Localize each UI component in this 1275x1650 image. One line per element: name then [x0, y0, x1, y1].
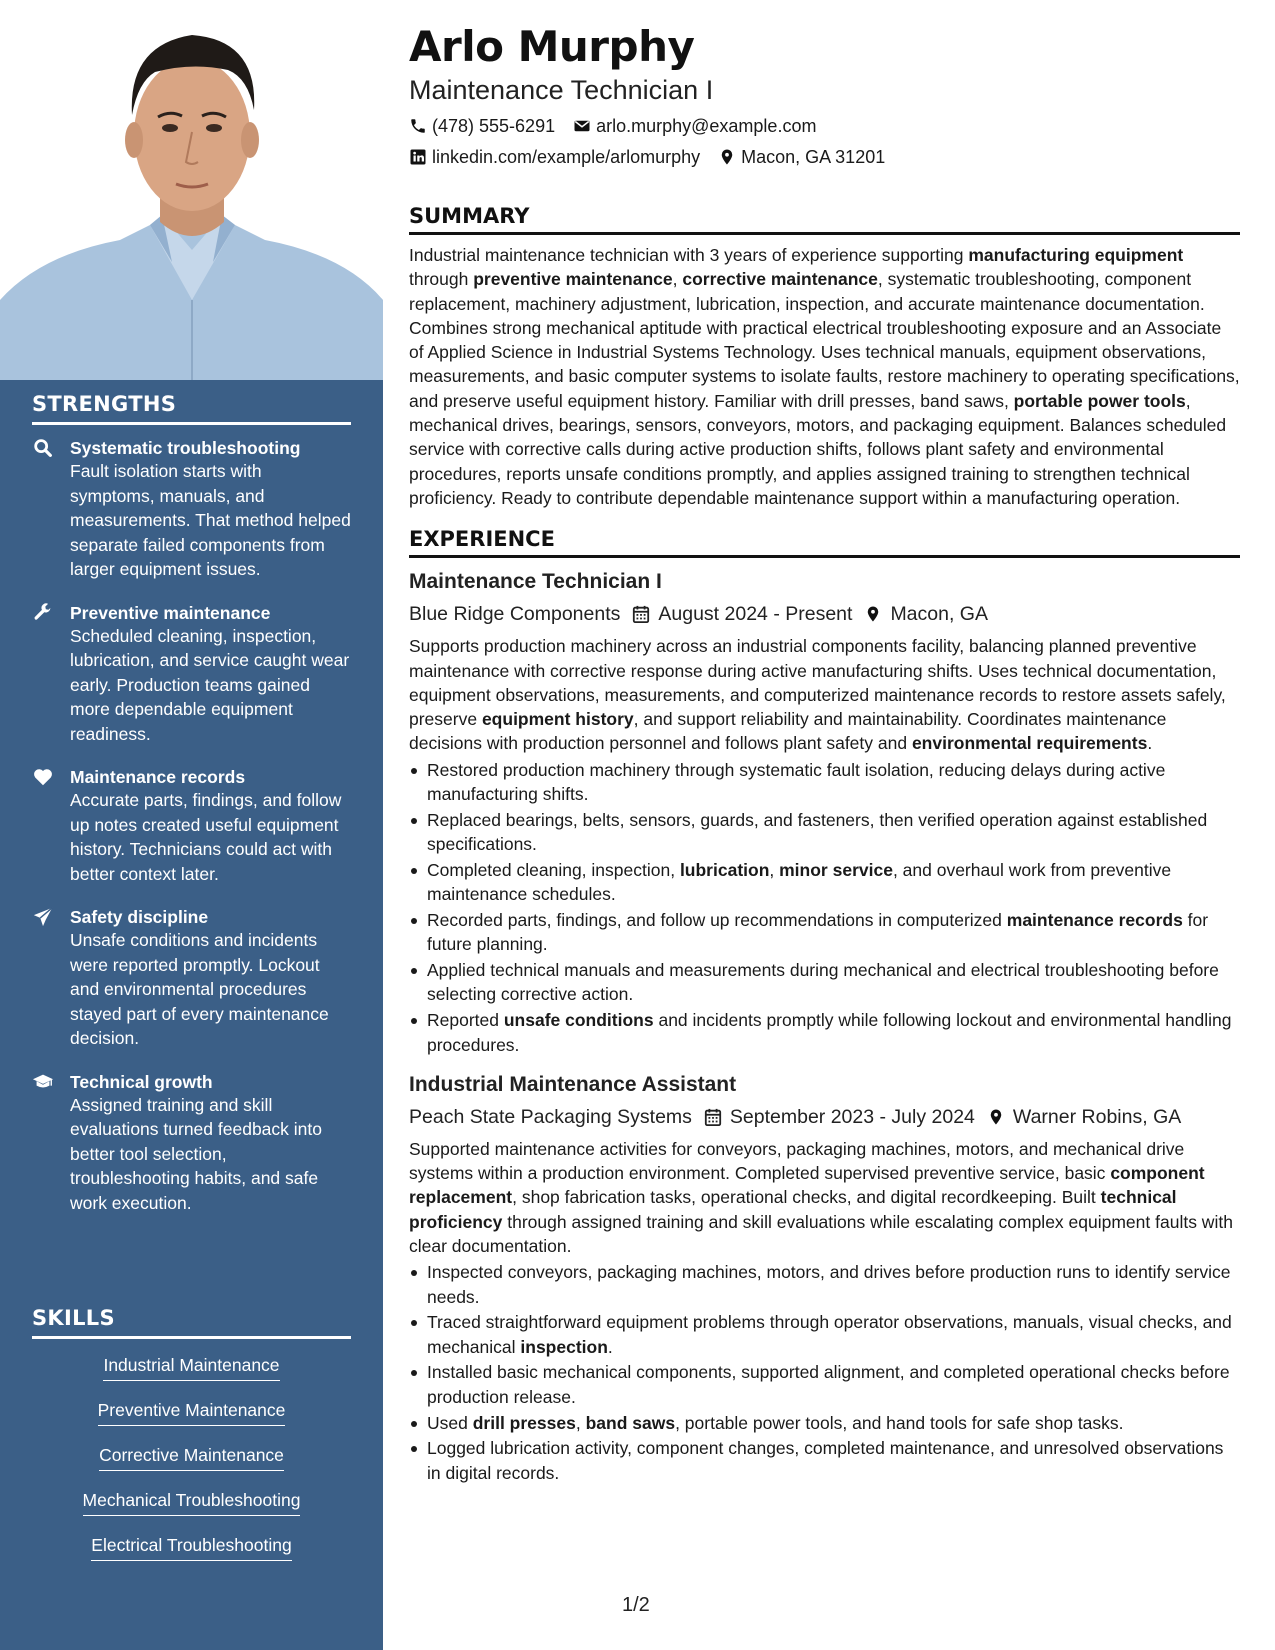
strength-item: [32, 437, 351, 582]
map-pin-icon: [987, 1107, 1005, 1127]
bold-keyword: band saws: [585, 1412, 676, 1433]
job-role: Maintenance Technician I: [409, 570, 662, 594]
strength-description: Accurate parts, findings, and follow up notes created useful equipment history. Technicians could act with better context later.: [70, 790, 342, 884]
text-segment: ,: [672, 269, 683, 290]
strength-item: [32, 1071, 351, 1216]
strengths-section: [32, 392, 351, 1215]
linkedin-icon: [409, 148, 427, 166]
text-segment: .: [607, 1336, 613, 1357]
job-dates-text: August 2024 - Present: [658, 603, 853, 626]
candidate-name: Arlo Murphy: [409, 22, 695, 71]
candidate-title: Maintenance Technician I: [409, 75, 714, 105]
job-bullets: [409, 1260, 1240, 1485]
text-segment: .: [1147, 733, 1153, 754]
job-entry: [409, 1071, 1240, 1485]
text-segment: ,: [769, 859, 780, 880]
map-pin-icon: [718, 148, 736, 166]
calendar-icon: [632, 604, 650, 624]
bullet-item: [409, 1310, 1240, 1359]
text-segment: for future planning.: [427, 910, 1209, 955]
text-segment: through assigned training and skill evaluations while escalating complex equipment faults with clear documentation.: [409, 1211, 1233, 1256]
main-content: [409, 20, 1240, 1486]
strength-item: [32, 766, 351, 886]
text-segment: and incidents promptly while following lockout and environmental handling procedures.: [427, 1010, 1232, 1055]
contact-location: [718, 145, 885, 169]
strength-description: Scheduled cleaning, inspection, lubrication, and service caught wear early. Production teams gained more dependable equipment readiness.: [70, 625, 350, 744]
bold-keyword: unsafe conditions: [503, 1010, 654, 1031]
strength-description: Assigned training and skill evaluations turned feedback into better tool selection, troubleshooting habits, and safe work execution.: [70, 1094, 322, 1213]
text-segment: Recorded parts, findings, and follow up recommendations in computerized: [427, 910, 1007, 931]
text-segment: Logged lubrication activity, component changes, completed maintenance, and unresolved observations in digital records.: [427, 1438, 1224, 1483]
bold-keyword: minor service: [779, 859, 893, 880]
graduation-cap-icon: [32, 1071, 54, 1093]
skill-item: Mechanical Troubleshooting: [83, 1488, 301, 1516]
bullet-item: [409, 1260, 1240, 1309]
strength-title: Maintenance records: [70, 767, 246, 787]
text-segment: , mechanical drives, bearings, sensors, conveyors, motors, and packaging equipment. Balances scheduled service with corrective calls during active production shifts, follows plant safety and environmental procedures, reports unsafe conditions promptly, and applies assigned training to strengthen technical proficiency. Ready to contribute dependable maintenance support within a manufacturing operation.: [409, 390, 1227, 508]
contact-phone: [409, 114, 555, 138]
strength-description: Unsafe conditions and incidents were reported promptly. Lockout and environmental procedures stayed part of every maintenance decision.: [70, 930, 329, 1048]
contact-email[interactable]: [573, 114, 816, 138]
map-pin-icon: [864, 604, 882, 624]
location-text: Macon, GA 31201: [741, 147, 886, 167]
profile-photo: [0, 0, 383, 380]
summary-heading: SUMMARY: [409, 202, 1240, 235]
strength-item: [32, 602, 351, 747]
job-entry: [409, 568, 1240, 1057]
bullet-item: [409, 1411, 1240, 1435]
bold-keyword: component replacement: [409, 1163, 1205, 1208]
bullet-item: [409, 1436, 1240, 1485]
job-location: [987, 1102, 1181, 1132]
heart-icon: [32, 766, 54, 788]
text-segment: , and overhaul work from preventive maintenance schedules.: [427, 859, 1172, 905]
job-company: Blue Ridge Components: [409, 603, 621, 626]
job-location-text: Macon, GA: [890, 603, 988, 626]
email-text: arlo.murphy@example.com: [596, 116, 817, 136]
job-bullets: [409, 758, 1240, 1057]
strength-title: Safety discipline: [70, 907, 209, 927]
paper-plane-icon: [32, 906, 54, 928]
calendar-icon: [704, 1107, 722, 1127]
skills-section: [32, 1306, 351, 1578]
job-description: [409, 1137, 1240, 1258]
contact-row-1: [409, 114, 1240, 138]
jobs-list: [409, 568, 1240, 1485]
wrench-icon: [32, 602, 54, 624]
strengths-list: [32, 437, 351, 1215]
job-role: Industrial Maintenance Assistant: [409, 1072, 737, 1096]
skill-item: Corrective Maintenance: [99, 1443, 284, 1471]
job-dates: [632, 599, 852, 629]
skill-row: [32, 1533, 351, 1578]
experience-section: [409, 525, 1240, 1485]
sidebar: [0, 0, 383, 1650]
linkedin-text: linkedin.com/example/arlomurphy: [432, 147, 701, 167]
text-segment: Supports production machinery across an industrial components facility, balancing planned preventive maintenance with corrective response during active manufacturing shifts. Uses technical documentation, equipment observations, measurements, and computerized maintenance records to restore assets safely, preserve: [409, 636, 1226, 730]
experience-heading: EXPERIENCE: [409, 525, 1240, 558]
job-location-text: Warner Robins, GA: [1012, 1105, 1182, 1128]
text-segment: Restored production machinery through systematic fault isolation, reducing delays during active manufacturing shifts.: [427, 759, 1166, 805]
text-segment: ,: [575, 1412, 586, 1433]
summary-text: [409, 243, 1240, 510]
skill-row: [32, 1488, 351, 1533]
strength-title: Technical growth: [70, 1071, 213, 1092]
bold-keyword: inspection: [520, 1336, 608, 1357]
skills-heading: SKILLS: [32, 1306, 351, 1339]
strength-description: Fault isolation starts with symptoms, manuals, and measurements. That method helped separate failed components from larger equipment issues.: [70, 461, 351, 579]
contact-row-2: [409, 145, 1240, 169]
strength-title: Preventive maintenance: [70, 602, 271, 623]
bold-keyword: preventive maintenance: [473, 269, 673, 290]
text-segment: , and support reliability and maintainability. Coordinates maintenance decisions with production personnel and follows plant safety and: [409, 709, 1167, 754]
envelope-icon: [573, 117, 591, 135]
profile-photo-illustration: [0, 0, 383, 380]
strength-item: [32, 906, 351, 1051]
phone-text: (478) 555-6291: [432, 116, 556, 136]
skill-row: [32, 1398, 351, 1443]
contact-linkedin[interactable]: [409, 145, 700, 169]
text-segment: , systematic troubleshooting, component replacement, machinery adjustment, lubrication, inspection, and accurate maintenance documentation. Combines strong mechanical aptitude with practical electrical troubleshooting exposure and an Associate of Applied Science in Industrial Systems Technology. Uses technical manuals, equipment observations, measurements, and basic computer systems to isolate faults, restore machinery to operating specifications, and preserve useful equipment history. Familiar with drill presses, band saws,: [409, 269, 1240, 411]
bold-keyword: maintenance records: [1006, 910, 1183, 931]
bold-keyword: corrective maintenance: [682, 269, 878, 290]
bold-keyword: manufacturing equipment: [968, 245, 1184, 265]
job-description: [409, 634, 1240, 755]
bullet-item: [409, 808, 1240, 857]
bold-keyword: environmental requirements: [911, 733, 1148, 754]
phone-icon: [409, 117, 427, 135]
job-dates: [704, 1102, 975, 1132]
text-segment: Reported: [427, 1010, 504, 1031]
job-dates-text: September 2023 - July 2024: [729, 1105, 975, 1128]
strength-title: Systematic troubleshooting: [70, 438, 301, 458]
text-segment: Industrial maintenance technician with 3 years of experience supporting: [409, 245, 969, 265]
text-segment: through: [409, 269, 474, 290]
bold-keyword: portable power tools: [1013, 390, 1186, 411]
summary-section: [409, 202, 1240, 510]
text-segment: Replaced bearings, belts, sensors, guards, and fasteners, then verified operation against established specifications.: [427, 809, 1208, 855]
text-segment: , shop fabrication tasks, operational checks, and digital recordkeeping. Built: [512, 1187, 1101, 1208]
bullet-item: [409, 1360, 1240, 1409]
job-location: [864, 599, 988, 629]
page-number: 1/2: [622, 1594, 650, 1616]
skill-row: [32, 1353, 351, 1398]
bold-keyword: drill presses: [472, 1412, 576, 1433]
text-segment: Traced straightforward equipment problems through operator observations, manuals, visual checks, and mechanical: [427, 1312, 1232, 1357]
search-icon: [32, 437, 54, 459]
bold-keyword: equipment history: [481, 709, 634, 730]
text-segment: Supported maintenance activities for conveyors, packaging machines, motors, and mechanical drive systems within a production environment. Completed supervised preventive service, basic: [409, 1138, 1185, 1184]
skill-item: Electrical Troubleshooting: [91, 1533, 291, 1561]
bullet-item: [409, 758, 1240, 807]
skill-item: Industrial Maintenance: [103, 1353, 279, 1381]
bullet-item: [409, 1008, 1240, 1057]
text-segment: , portable power tools, and hand tools for safe shop tasks.: [675, 1412, 1124, 1433]
text-segment: Installed basic mechanical components, supported alignment, and completed operational checks before production release.: [427, 1362, 1230, 1407]
skills-list: [32, 1353, 351, 1578]
skill-item: Preventive Maintenance: [98, 1398, 286, 1426]
text-segment: Used: [427, 1412, 473, 1433]
bold-keyword: technical proficiency: [409, 1187, 1177, 1232]
job-company: Peach State Packaging Systems: [409, 1105, 692, 1128]
bullet-item: [409, 958, 1240, 1007]
strengths-heading: STRENGTHS: [32, 392, 351, 425]
skill-row: [32, 1443, 351, 1488]
text-segment: Applied technical manuals and measurements during mechanical and electrical troubleshooting before selecting corrective action.: [427, 960, 1219, 1005]
job-meta: [409, 1102, 1240, 1132]
bullet-item: [409, 908, 1240, 957]
text-segment: Completed cleaning, inspection,: [427, 859, 680, 880]
text-segment: Inspected conveyors, packaging machines, motors, and drives before production runs to identify service needs.: [427, 1262, 1231, 1307]
bold-keyword: lubrication: [679, 859, 770, 880]
job-meta: [409, 599, 1240, 629]
bullet-item: [409, 858, 1240, 907]
